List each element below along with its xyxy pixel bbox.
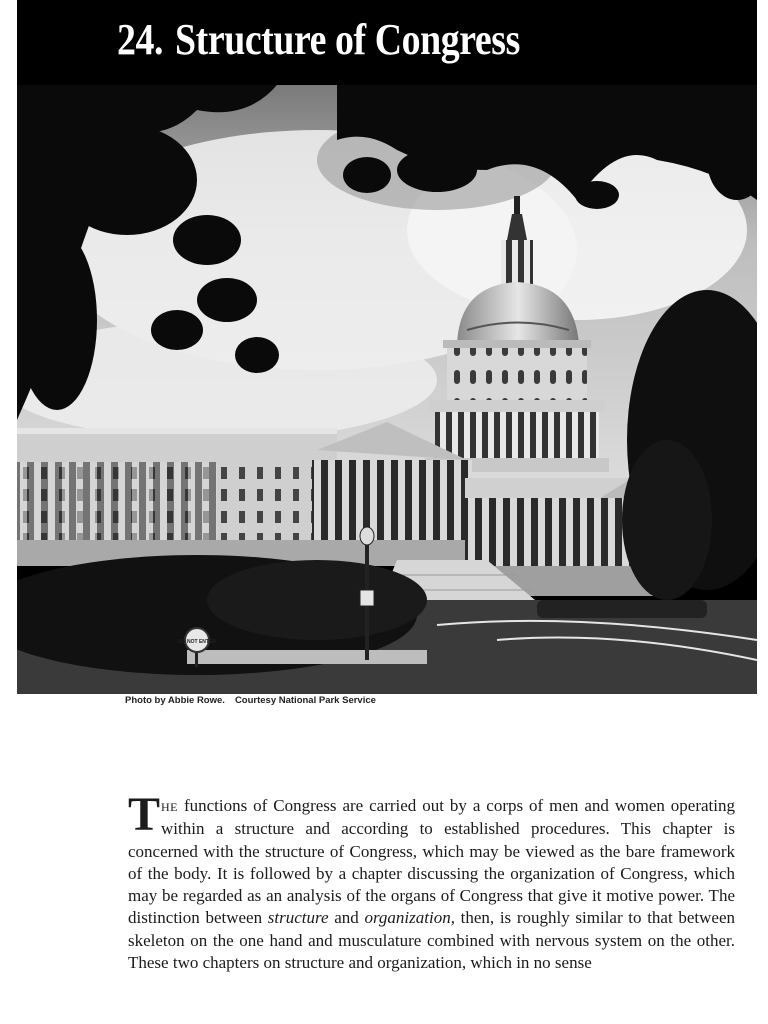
body-paragraph <box>128 788 735 974</box>
body-text-part1: functions of Congress are carried out by a corps of men and women operating within a structure and according to established procedures. This chapter is concerned with the structure of Congress, which may be viewed as the bare framework of the body. It is followed by a chapter discussing the organization of Congress, which may be regarded as an analysis of the organs of Congress that give it motive power. The distinction between <box>128 796 735 928</box>
term-structure: structure <box>267 908 329 928</box>
drop-cap: T <box>128 788 161 841</box>
sign-text: DO NOT ENTER <box>178 639 216 645</box>
capitol-wing-left <box>17 422 477 566</box>
photo-credit <box>125 695 376 706</box>
term-organization: organization, <box>364 908 455 928</box>
photo-credit-courtesy: Courtesy National Park Service <box>234 695 376 706</box>
lead-smallcaps: HE <box>161 800 179 814</box>
chapter-number: 24. <box>117 15 164 64</box>
parked-cars <box>537 600 707 618</box>
capitol-illustration <box>17 0 757 694</box>
photo-credit-author: Photo by Abbie Rowe. <box>125 695 225 706</box>
capitol-photo <box>17 0 757 694</box>
body-text-part3: then, is roughly similar to that between skeleton on the one hand and musculature combined with nervous system on the other. These two chapters on structure and organization, which in no sense <box>128 908 735 973</box>
chapter-title <box>117 14 520 65</box>
chapter-title-text: Structure of Congress <box>175 15 520 64</box>
curb <box>187 650 427 664</box>
body-text-part2: and <box>328 908 365 928</box>
